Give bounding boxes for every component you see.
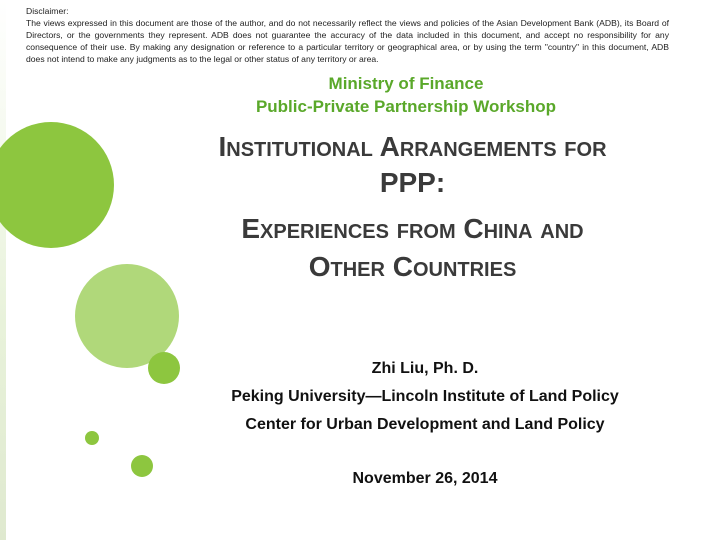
decorative-side-rail [0, 0, 6, 540]
workshop-name: Public-Private Partnership Workshop [255, 97, 557, 116]
disclaimer-heading: Disclaimer: [26, 6, 69, 16]
disclaimer-text: The views expressed in this document are those of the author, and do not necessarily reflect the views and policies of the Asian Development Bank (ADB), its Board of Directors, or the governments they represent. ADB does not guarantee the accuracy of the data included in this document, and accept no responsibility for any consequence of their use. By making any designation or reference to a particular territory or geographical area, or by using the term "country" in this document, ADB does not intend to make any judgments as to the legal or other status of any territory or area. [26, 18, 669, 64]
author-block [190, 355, 660, 439]
decorative-circle-small [148, 352, 180, 384]
title-line-2: PPP: [379, 167, 446, 198]
author-name: Zhi Liu, Ph. D. [371, 360, 479, 377]
title-line-1: Institutional Arrangements for [218, 131, 607, 162]
workshop-header [228, 72, 584, 118]
disclaimer [26, 5, 669, 65]
title-line-3: Experiences from China and [241, 213, 584, 244]
decorative-circle-large [0, 122, 114, 248]
title-line-4: Other Countries [308, 251, 517, 282]
author-affiliation-2: Center for Urban Development and Land Policy [245, 416, 605, 433]
presentation-date: November 26, 2014 [352, 470, 498, 487]
page-title [135, 128, 690, 286]
decorative-circle-small-2 [131, 455, 153, 477]
author-affiliation-1: Peking University—Lincoln Institute of Land Policy [231, 388, 619, 405]
decorative-circle-tiny [85, 431, 99, 445]
ministry-name: Ministry of Finance [328, 74, 484, 93]
